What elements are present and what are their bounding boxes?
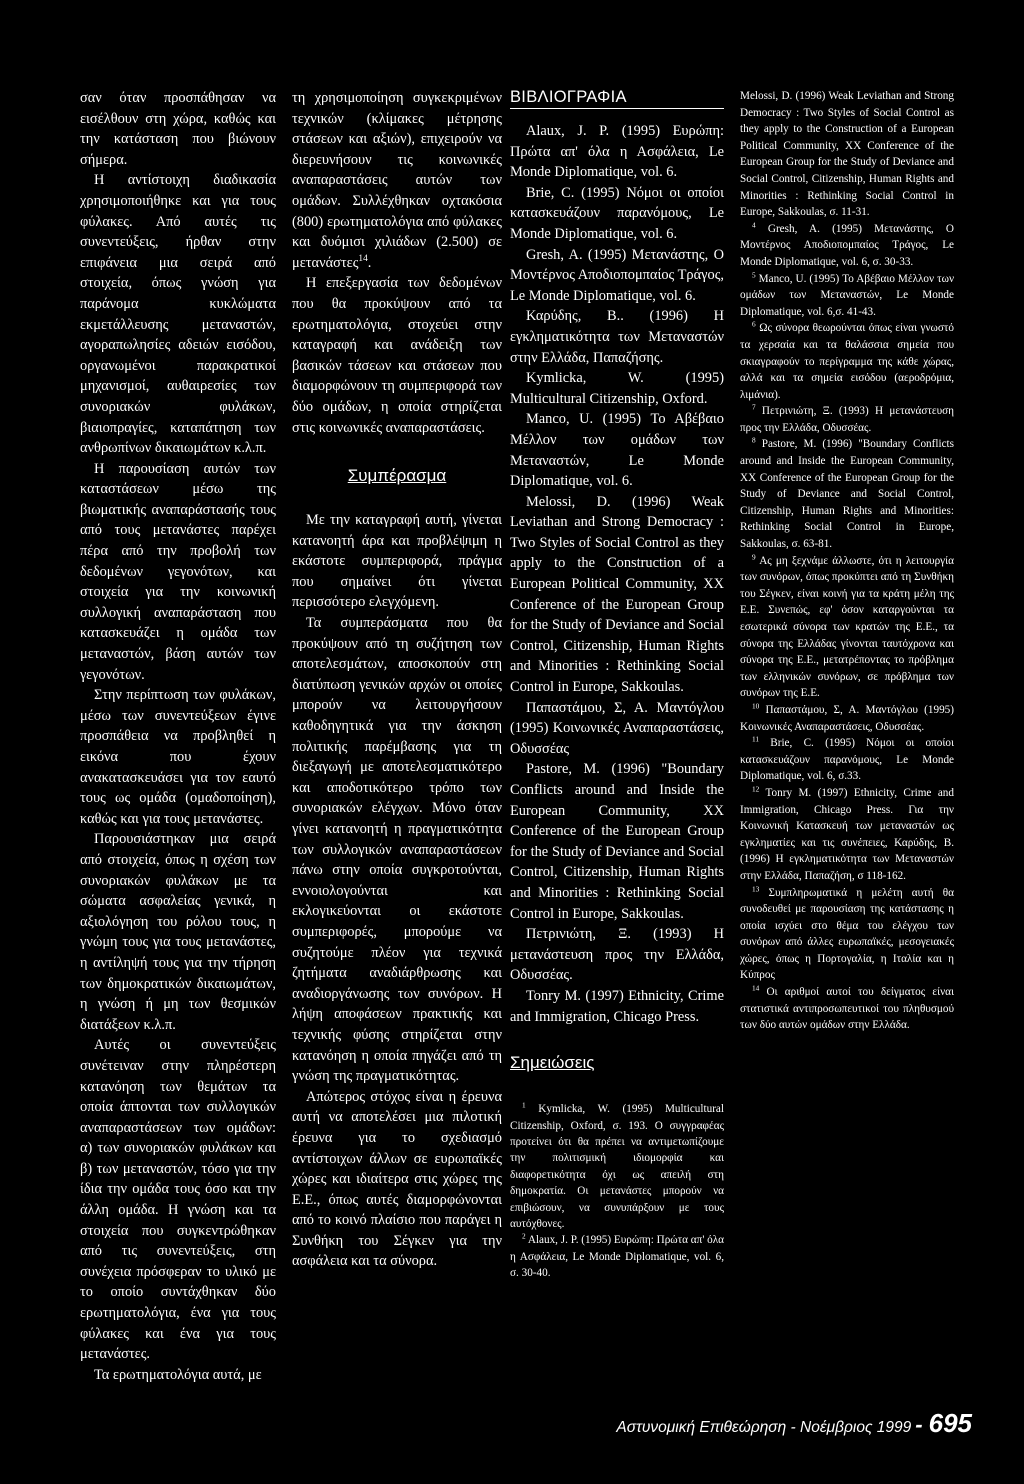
footnote-text: Ας μη ξεχνάμε άλλωστε, ότι η λειτουργία των συνόρων, όπως προκύπτει από τη Συνθήκη του Σέγκεν, είναι κοινή για τα κράτη μέλη της Ε.Ε. Συνεπώς, εφ' όσον καταργούνται τα εσωτερικά σύνορα των κρατών της Ε.Ε., τα σύνορα της Ελλάδας γίνονται ταυτόχρονα και σύνορα της Ε.Ε., μετατρέποντας το πρόβλημα των ελληνικών συνόρων, σε πρόβλημα των συνόρων της Ε.Ε.: [740, 554, 954, 700]
page-number: 695: [928, 1408, 972, 1438]
reference-entry: Alaux, J. P. (1995) Ευρώπη: Πρώτα απ' όλα η Ασφάλεια, Le Monde Diplomatique, vol. 6.: [510, 123, 724, 181]
footnote: [740, 735, 954, 785]
footer-dash: -: [915, 1412, 923, 1437]
footnote-number: 7: [752, 403, 756, 412]
footnote: [740, 436, 954, 552]
reference-entry: Manco, U. (1995) Το Αβέβαιο Μέλλον των ομάδων των Μεταναστών, Le Monde Diplomatique, vol. 6.: [510, 411, 724, 490]
footnote: [740, 984, 954, 1034]
footnote-number: 13: [752, 884, 760, 893]
paragraph: Με την καταγραφή αυτή, γίνεται κατανοητή άρα και προβλέψιμη η εκάστοτε συμπεριφορά, πράγμα που σημαίνει ότι γίνεται περισσότερο ελεγχόμενη.: [292, 512, 502, 611]
bibliography-heading: ΒΙΒΛΙΟΓΡΑΦΙΑ: [510, 88, 724, 109]
paragraph: σαν όταν προσπάθησαν να εισέλθουν στη χώρα, καθώς και την κατάσταση που βιώνουν σήμερα.: [80, 90, 276, 168]
footnote-text: Kymlicka, W. (1995) Multicultural Citizenship, Oxford, σ. 193. Ο συγγραφέας προτείνει ότι θα πρέπει να αντιμετωπίζουμε την πολιτισμική ιδιομορφία και διαφορετικότητα όχι ως απειλή στη δημοκρατία. Οι μετανάστες μπορούν να επιβιώσουν, να συνυπάρξουν με τους αυτόχθονες.: [510, 1103, 725, 1230]
footnote-number: 12: [752, 785, 760, 794]
reference-entry: Πετρινιώτη, Ξ. (1993) Η μετανάστευση προς την Ελλάδα, Οδυσσέας.: [510, 926, 724, 984]
paragraph: Τα συμπεράσματα που θα προκύψουν από τη συζήτηση των αποτελεσμάτων, αποσκοπούν στη διατύπωση γενικών αρχών οι οποίες μπορούν να λειτουργήσουν καθοδηγητικά για την άσκηση πολιτικής παρέμβασης για τη διεξαγωγή με αποτελεσματικότερο και αποδοτικότερο τρόπο των συνοριακών ελέγχων. Μόνο όταν γίνει κατανοητή η πραγματικότητα των συλλογικών αναπαραστάσεων πάνω στην οποία συγκροτούνται, εννοιολογούνται και εκλογικεύονται οι εκάστοτε συμπεριφορές, μπορούμε να συζητούμε πλέον για τεχνικά ζητήματα αναδιάρθρωσης και αναδιοργάνωσης των συνόρων. Η λήψη αποφάσεων πρακτικής και τεχνικής φύσης στηρίζεται στην κατανόηση η οποία πηγάζει από τη γνώση της πραγματικότητας.: [292, 615, 502, 1085]
footnote: [510, 1101, 724, 1232]
paragraph: Η επεξεργασία των δεδομένων που θα προκύψουν από τα ερωτηματολόγια, στοχεύει στην καταγραφή και ανάδειξη των βασικών τάσεων και στάσεων που διαμορφώνουν τη συμπεριφορά των δύο ομάδων, η οποία στηρίζεται στις κοινωνικές αναπαραστάσεις.: [292, 275, 502, 436]
footnote-text: Παπαστάμου, Σ, Α. Μαντόγλου (1995) Κοινωνικές Αναπαραστάσεις, Οδυσσέας.: [740, 703, 955, 733]
paragraph: Αυτές οι συνεντεύξεις συνέτειναν στην πληρέστερη κατανόηση των θεμάτων τα οποία άπτονται των συλλογικών αναπαραστάσεων των ομάδων: α) των συνοριακών φυλάκων και β) των μεταναστών, τόσο για την ίδια την ομάδα τους όσο και την άλλη ομάδα. Η γνώση και τα στοιχεία που συγκεντρώθηκαν από τις συνεντεύξεις, στη συνέχεια πρόσφεραν το υλικό με το οποίο συντάχθηκαν δύο ερωτηματολόγια, ένα για τους φύλακες και ένα για τους μετανάστες.: [80, 1037, 276, 1363]
footnote-text: Alaux, J. P. (1995) Ευρώπη: Πρώτα απ' όλα η Ασφάλεια, Le Monde Diplomatique, vol. 6, σ. 30-40.: [510, 1234, 725, 1280]
reference-entry: Παπαστάμου, Σ, Α. Μαντόγλου (1995) Κοινωνικές Αναπαραστάσεις, Οδυσσέας: [510, 699, 724, 757]
text-column-1: [80, 88, 276, 1385]
footnote-number: 4: [752, 221, 756, 230]
footnote: [740, 403, 954, 436]
footnote-number: 8: [752, 436, 756, 445]
footnote-text: Tonry M. (1997) Ethnicity, Crime and Immigration, Chicago Press. Για την Κοινωνική Κατασκευή των μεταναστών ως εγκληματίες και τις συνέπειες, Καρύδης, Β. (1996) Η εγκληματικότητα των Μεταναστών στην Ελλάδα, Παπαζήση, σ 118-162.: [740, 786, 954, 882]
reference-entry: Καρύδης, Β.. (1996) Η εγκληματικότητα των Μεταναστών στην Ελλάδα, Παπαζήσης.: [510, 308, 724, 366]
footnote-text: Συμπληρωματικά η μελέτη αυτή θα συνοδευθεί με παρουσίαση της κατάστασης η οποία ισχύει στο θέμα του ελέγχου των συνόρων από άλλες ευρωπαϊκές, μεσογειακές χώρες, όπως η Πορτογαλία, η Ιταλία και η Κύπρος: [740, 886, 954, 982]
footnote-number: 1: [522, 1101, 526, 1110]
reference-entry: Melossi, D. (1996) Weak Leviathan and Strong Democracy : Two Styles of Social Control as they apply to the Construction of a European Political Community, XX Conference of the European Group for the Study of Deviance and Social Control, Citizenship, Human Rights and Minorities : Rethinking Social Control in Europe, Sakkoulas.: [510, 493, 724, 696]
footnote-continuation: Melossi, D. (1996) Weak Leviathan and Strong Democracy : Two Styles of Social Control as they apply to the Construction of a European Political Community, XX Conference of the European Group for the Study of Deviance and Social Control, Citizenship, Human Rights and Minorities : Rethinking Social Control in Europe, Sakkoulas, σ. 11-31.: [740, 90, 954, 219]
footnote: [740, 885, 954, 985]
section-heading-conclusion: Συμπέρασμα: [347, 466, 447, 486]
reference-entry: Tonry M. (1997) Ethnicity, Crime and Immigration, Chicago Press.: [510, 987, 724, 1025]
footnote-number: 9: [752, 552, 756, 561]
footnote: [740, 271, 954, 321]
footnote-text: Brie, C. (1995) Νόμοι οι οποίοι κατασκευάζουν παρανόμους, Le Monde Diplomatique, vol. 6, σ.33.: [740, 737, 954, 783]
paragraph: Τα ερωτηματολόγια αυτά, με: [94, 1366, 262, 1383]
footnote-number: 5: [752, 270, 756, 279]
footnote-number: 2: [522, 1232, 526, 1241]
notes-list: [510, 1101, 724, 1281]
paragraph: Παρουσιάστηκαν μια σειρά από στοιχεία, όπως η σχέση των συνοριακών φυλάκων με τα σώματα ασφαλείας γενικά, η αξιολόγηση του ρόλου τους, η γνώμη τους για τους μετανάστες, η αντίληψή τους για την τήρηση των δημοκρατικών δικαιωμάτων, η γνώση ή μη των θεσμικών διατάξεων κ.λ.π.: [80, 831, 276, 1033]
reference-entry: Gresh, A. (1995) Μετανάστης, Ο Μοντέρνος Αποδιοπομπαίος Τράγος, Le Monde Diplomatique, vol. 6.: [510, 246, 724, 304]
paragraph: [292, 88, 502, 273]
footnote: [740, 320, 954, 403]
page-footer: [612, 1408, 972, 1439]
reference-entry: Brie, C. (1995) Νόμοι οι οποίοι κατασκευάζουν παρανόμους, Le Monde Diplomatique, vol. 6.: [510, 184, 724, 242]
footnote-text: Pastore, M. (1996) "Boundary Conflicts around and Inside the European Community, XX Conference of the European Group for the Study of Deviance and Social Control, Citizenship, Human Rights and Minorities: Rethinking Social Control in Europe, Sakkoulas, σ. 63-81.: [740, 438, 955, 551]
text-column-3: [510, 88, 724, 1282]
footnote-text: Πετρινιώτη, Ξ. (1993) Η μετανάστευση προς την Ελλάδα, Οδυσσέας.: [740, 405, 954, 434]
footnote: [740, 702, 954, 735]
footnote-number: 10: [752, 702, 760, 711]
text-column-2: [292, 88, 502, 1272]
footnote-number: 14: [752, 984, 760, 993]
footnote: [510, 1232, 724, 1281]
reference-entry: Pastore, M. (1996) "Boundary Conflicts around and Inside the European Community, XX Conference of the European Group for the Study of Deviance and Social Control, Citizenship, Human Rights and Minorities : Rethinking Social Control in Europe, Sakkoulas.: [510, 761, 724, 922]
footnote-text: Gresh, A. (1995) Μετανάστης, Ο Μοντέρνος Αποδιοπομπαίος Τράγος, Le Monde Diplomatique, vol. 6, σ. 30-33.: [740, 222, 954, 268]
reference-entry: Kymlicka, W. (1995) Multicultural Citizenship, Oxford.: [510, 370, 724, 407]
footnote-text: Ως σύνορα θεωρούνται όπως είναι γνωστό τα χερσαία και τα θαλάσσια σημεία που σκιαγραφούν το περίγραμμα της κάθε χώρας, αλλά και τα σημεία εισόδου (αεροδρόμια, λιμάνια).: [740, 322, 955, 401]
paragraph: Απώτερος στόχος είναι η έρευνα αυτή να αποτελέσει μια πιλοτική έρευνα για το σχεδιασμό αντίστοιχων άλλων σε ευρωπαϊκές χώρες και ιδιαίτερα στις χώρες της Ε.Ε., όπως αυτές διαμορφώνονται από το κοινό πλαίσιο που παράγει η Συνθήκη του Σέγκεν για την ασφάλεια και τα σύνορα.: [292, 1088, 502, 1270]
paragraph: Στην περίπτωση των φυλάκων, μέσω των συνεντεύξεων έγινε προσπάθεια να προβληθεί η εικόνα που έχουν ανακατασκευάσει για τον εαυτό τους ως ομάδα (ομαδοποίηση), καθώς και για τους μετανάστες.: [80, 687, 276, 827]
footnote: [740, 553, 954, 702]
paragraph: Η αντίστοιχη διαδικασία χρησιμοποιήθηκε και για τους φύλακες. Από αυτές τις συνεντεύξεις, ήρθαν στην επιφάνεια μια σειρά από στοιχεία, όπως γνώση για παράνομα κυκλώματα εκμετάλλευσης μεταναστών, αγοραπωλησίες αδειών εισόδου, οργανωμένοι παρακρατικοί μηχανισμοί, αυθαιρεσίες των συνοριακών φυλάκων, βιαιοπραγίες, καταπάτηση των ανθρωπίνων δικαιωμάτων κ.λ.π.: [80, 172, 276, 457]
footnote: [740, 221, 954, 271]
footnote: [740, 785, 954, 885]
paragraph-text: τη χρησιμοποίηση συγκεκριμένων τεχνικών (κλίμακες μέτρησης στάσεων και αξιών), επιχειρούν να διερευνήσουν τις κοινωνικές αναπαραστάσεις αυτών των ομάδων. Συλλέχθηκαν οχτακόσια (800) ερωτηματολόγια από φύλακες και δυόμισι χιλιάδων (2.500) σε μετανάστες: [292, 90, 502, 271]
notes-heading: Σημειώσεις: [510, 1053, 595, 1073]
text-column-4: [740, 88, 954, 1034]
footnote-text: Manco, U. (1995) Το Αβέβαιο Μέλλον των ομάδων των Μεταναστών, Le Monde Diplomatique, vol. 6,σ. 41-43.: [740, 272, 955, 318]
journal-title: Αστυνομική Επιθεώρηση - Νοέμβριος 1999: [616, 1419, 912, 1436]
footnote-number: 6: [752, 320, 756, 329]
footnote-text: Οι αριθμοί αυτοί του δείγματος είναι στατιστικά αντιπροσωπευτικοί του πληθυσμού των δύο αυτών ομάδων στην Ελλάδα.: [740, 986, 955, 1032]
footnote-number: 11: [752, 735, 759, 744]
paragraph: Η παρουσίαση αυτών των καταστάσεων μέσω της βιωματικής αναπαράστασής τους από τους μετανάστες παρέχει πέρα από την προβολή των δεδομένων γεγονότων, και στοιχεία για την κοινωνική συλλογική αναπαράσταση που κατασκευάζει η ομάδα των μεταναστών, βάση αυτών των γεγονότων.: [80, 460, 276, 683]
footnote-marker: 14: [358, 253, 368, 264]
paragraph-end: .: [367, 254, 372, 271]
